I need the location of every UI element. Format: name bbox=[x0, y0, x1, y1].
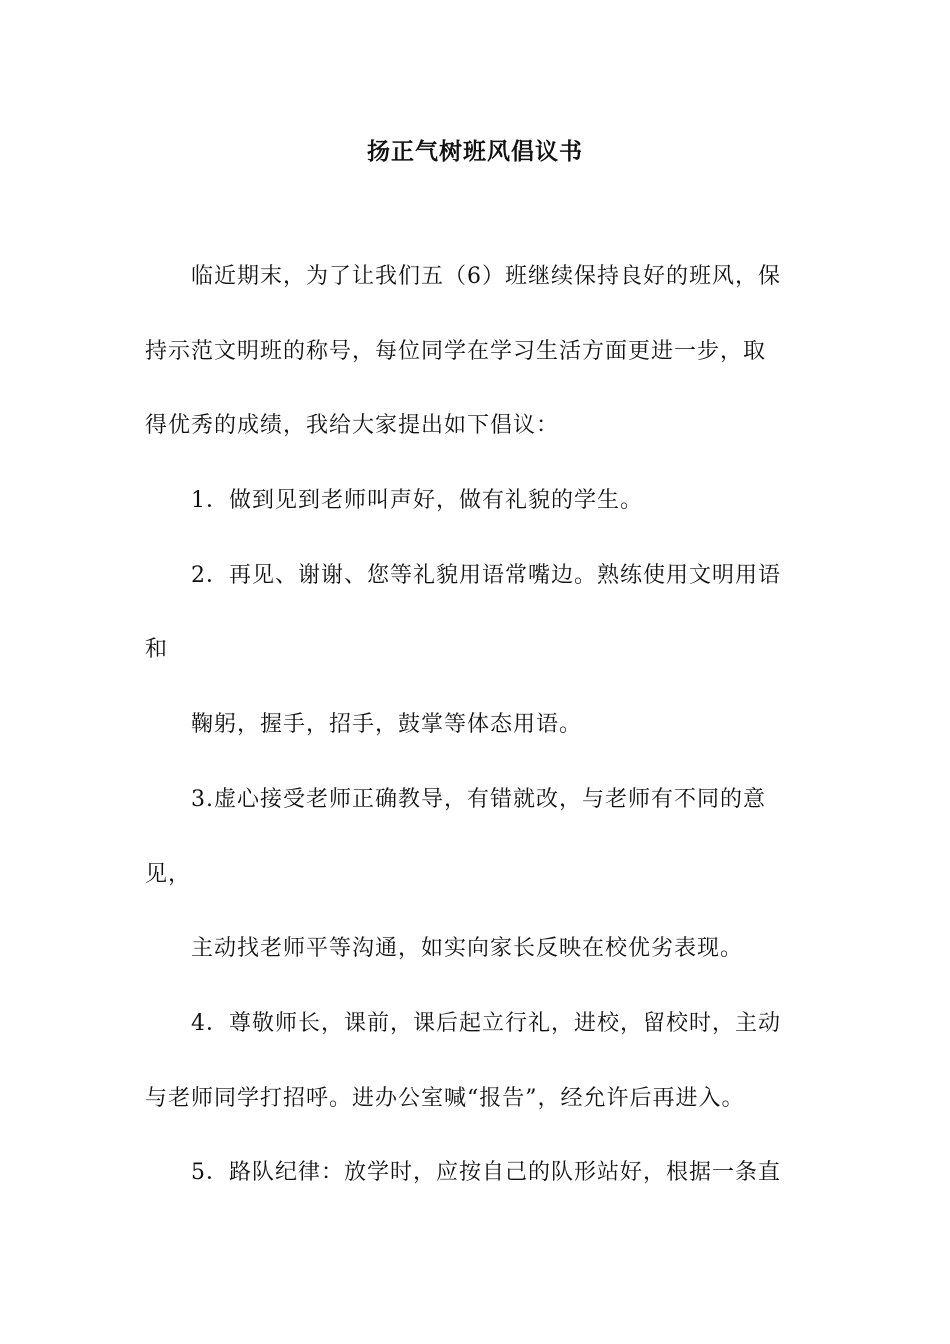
paragraph-line: 持示范文明班的称号，每位同学在学习生活方面更进一步，取 bbox=[145, 339, 767, 364]
paragraph-line: 见， bbox=[145, 862, 192, 887]
paragraph-line: 与老师同学打招呼。进办公室喊“报告”，经允许后再进入。 bbox=[145, 1086, 745, 1111]
paragraph-line: 鞠躬，握手，招手，鼓掌等体态用语。 bbox=[191, 712, 583, 737]
list-item: 1．做到见到老师叫声好，做有礼貌的学生。 bbox=[191, 488, 643, 513]
paragraph-line: 和 bbox=[145, 637, 169, 662]
list-item: 2．再见、谢谢、您等礼貌用语常嘴边。熟练使用文明用语 bbox=[191, 563, 781, 588]
paragraph-line: 主动找老师平等沟通，如实向家长反映在校优劣表现。 bbox=[191, 936, 744, 961]
list-item: 5．路队纪律：放学时，应按自己的队形站好，根据一条直 bbox=[191, 1160, 781, 1185]
paragraph-line: 临近期末，为了让我们五（6）班继续保持良好的班风，保 bbox=[191, 264, 781, 289]
list-item: 4．尊敬师长，课前，课后起立行礼，进校，留校时，主动 bbox=[191, 1011, 781, 1036]
document-title: 扬正气树班风倡议书 bbox=[367, 138, 583, 165]
list-item: 3.虚心接受老师正确教导，有错就改，与老师有不同的意 bbox=[191, 787, 766, 812]
paragraph-line: 得优秀的成绩，我给大家提出如下倡议： bbox=[145, 413, 560, 438]
